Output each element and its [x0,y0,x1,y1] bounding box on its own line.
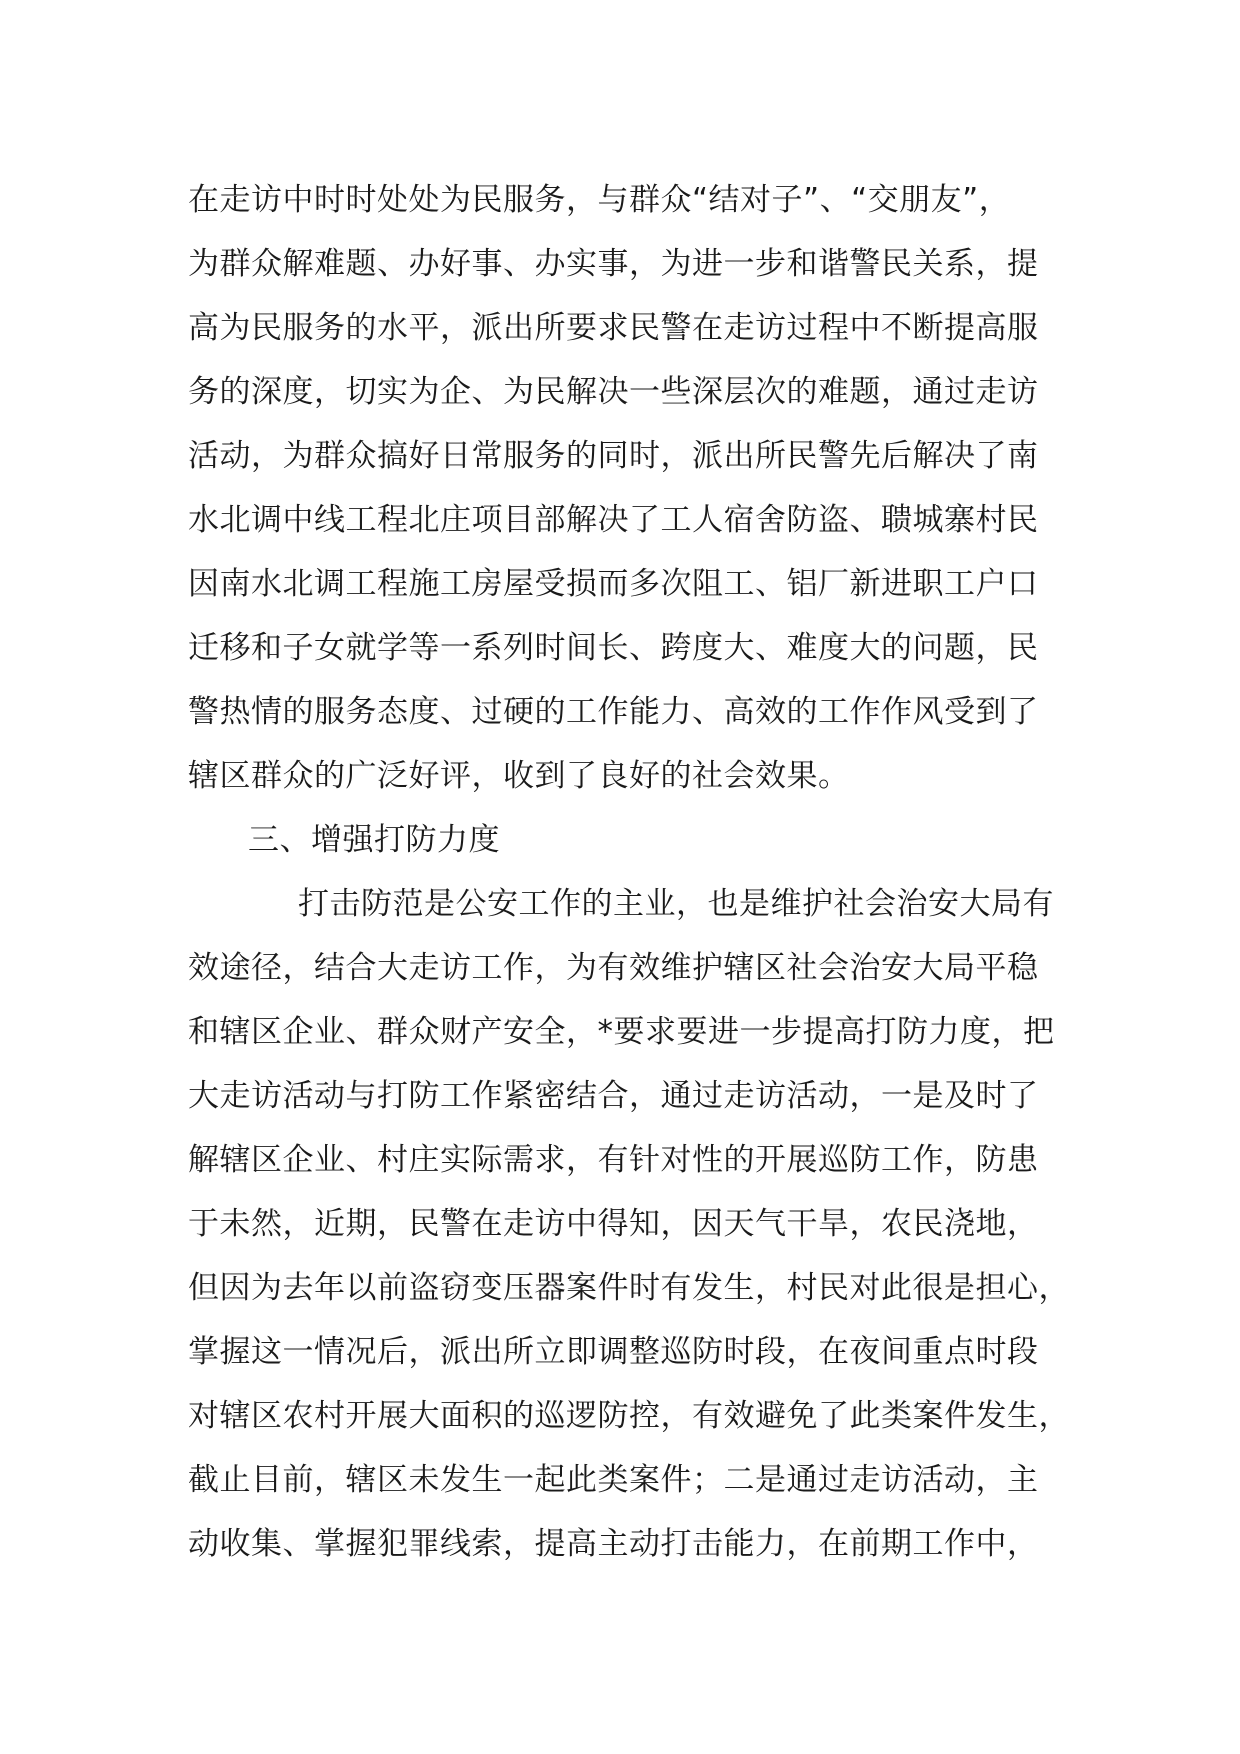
paragraph-line: 为群众解难题、办好事、办实事，为进一步和谐警民关系，提 [188,246,1039,282]
paragraph-line: 高为民服务的水平，派出所要求民警在走访过程中不断提高服 [188,310,1039,346]
paragraph-line: 大走访活动与打防工作紧密结合，通过走访活动，一是及时了 [188,1078,1039,1114]
paragraph-line: 解辖区企业、村庄实际需求，有针对性的开展巡防工作，防患 [188,1142,1039,1178]
paragraph-line: 因南水北调工程施工房屋受损而多次阻工、铝厂新进职工户口 [188,566,1039,602]
paragraph-1 [188,168,1088,808]
paragraph-line: 于未然，近期，民警在走访中得知，因天气干旱，农民浇地， [188,1206,1039,1242]
paragraph-line: 但因为去年以前盗窃变压器案件时有发生，村民对此很是担心， [188,1270,1070,1306]
paragraph-line: 辖区群众的广泛好评，收到了良好的社会效果。 [188,758,850,794]
paragraph-line: 效途径，结合大走访工作，为有效维护辖区社会治安大局平稳 [188,950,1039,986]
paragraph-line: 打击防范是公安工作的主业，也是维护社会治安大局有 [298,886,1054,922]
paragraph-line: 动收集、掌握犯罪线索，提高主动打击能力，在前期工作中， [188,1526,1039,1562]
paragraph-line: 活动，为群众搞好日常服务的同时，派出所民警先后解决了南 [188,438,1039,474]
section-heading: 三、增强打防力度 [248,822,500,858]
paragraph-line: 水北调中线工程北庄项目部解决了工人宿舍防盗、聩城寨村民 [188,502,1039,538]
paragraph-line: 和辖区企业、群众财产安全，*要求要进一步提高打防力度，把 [188,1014,1055,1050]
paragraph-line: 掌握这一情况后，派出所立即调整巡防时段，在夜间重点时段 [188,1334,1039,1370]
paragraph-line: 对辖区农村开展大面积的巡逻防控，有效避免了此类案件发生， [188,1398,1070,1434]
paragraph-2 [188,872,1088,1576]
paragraph-line: 警热情的服务态度、过硬的工作能力、高效的工作作风受到了 [188,694,1039,730]
paragraph-line: 迁移和子女就学等一系列时间长、跨度大、难度大的问题，民 [188,630,1039,666]
paragraph-line: 务的深度，切实为企、为民解决一些深层次的难题，通过走访 [188,374,1039,410]
paragraph-line: 在走访中时时处处为民服务，与群众“结对子”、“交朋友”， [188,182,1011,218]
document-body [188,168,1088,1576]
paragraph-line: 截止目前，辖区未发生一起此类案件；二是通过走访活动，主 [188,1462,1039,1498]
